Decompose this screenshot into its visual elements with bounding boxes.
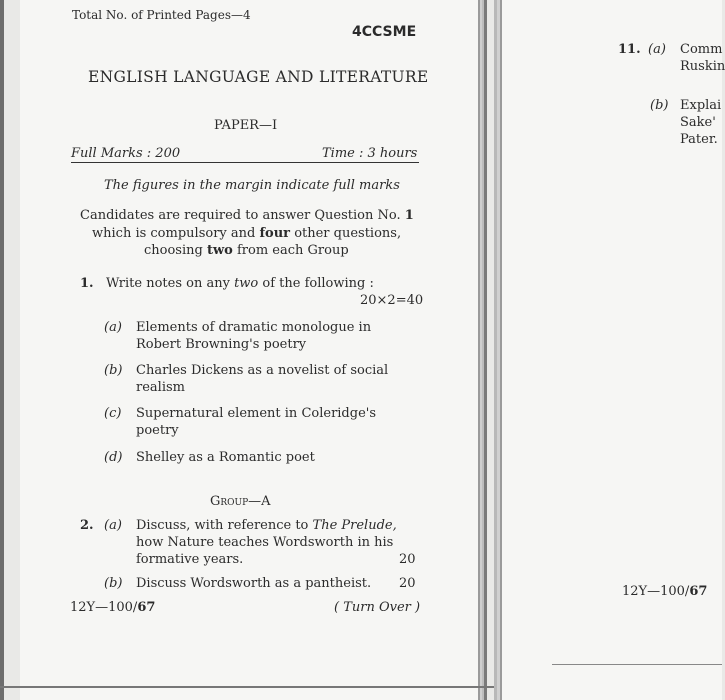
q11-b-line2: Sake' xyxy=(680,115,716,130)
question-1-number: 1. xyxy=(80,276,94,291)
q1-item-a-line2: Robert Browning's poetry xyxy=(136,337,307,352)
q2-b-text: Discuss Wordsworth as a pantheist. xyxy=(136,576,372,591)
q1-item-a-line1: Elements of dramatic monologue in xyxy=(136,320,372,335)
left-page xyxy=(20,0,480,700)
q1-item-c-line2: poetry xyxy=(136,423,179,438)
q1-item-a-label: (a) xyxy=(104,320,122,335)
header-rule xyxy=(71,162,419,163)
question-1-text: Write notes on any two of the following : xyxy=(106,276,374,291)
q1-item-d-label: (d) xyxy=(104,450,123,465)
turn-over-note: ( Turn Over ) xyxy=(334,600,421,615)
q1-item-b-line2: realism xyxy=(136,380,185,395)
margin-note: The figures in the margin indicate full marks xyxy=(104,178,400,193)
q11-a-label: (a) xyxy=(648,42,666,57)
question-2-number: 2. xyxy=(80,518,94,533)
q11-b-line3: Pater. xyxy=(680,132,718,147)
instructions-line-2: which is compulsory and four other questions, xyxy=(92,226,402,241)
instructions-line-1: Candidates are required to answer Question No. 1 xyxy=(80,208,414,223)
q1-item-b-label: (b) xyxy=(104,363,123,378)
q1-item-b-line1: Charles Dickens as a novelist of social xyxy=(136,363,389,378)
paper-code: 4CCSME xyxy=(352,24,417,40)
right-page-bottom-edge xyxy=(552,664,722,665)
question-11-number: 11. xyxy=(618,42,641,57)
q2-a-marks: 20 xyxy=(399,552,416,567)
q11-a-line1: Comm xyxy=(680,42,723,57)
q2-a-label: (a) xyxy=(104,518,122,533)
q2-a-line1: Discuss, with reference to The Prelude, xyxy=(136,518,397,533)
paper-label: PAPER—I xyxy=(214,118,278,133)
q2-b-label: (b) xyxy=(104,576,123,591)
full-marks: Full Marks : 200 xyxy=(71,146,181,161)
q11-b-line1: Explai xyxy=(680,98,722,113)
right-footer-code: 12Y—100/67 xyxy=(622,584,708,599)
q2-a-line2: how Nature teaches Wordsworth in his xyxy=(136,535,394,550)
q1-item-d-line1: Shelley as a Romantic poet xyxy=(136,450,315,465)
footer-code: 12Y—100/67 xyxy=(70,600,156,615)
q1-item-c-label: (c) xyxy=(104,406,122,421)
group-heading: Group—A xyxy=(210,494,271,509)
q1-item-c-line1: Supernatural element in Coleridge's xyxy=(136,406,377,421)
instructions-line-3: choosing two from each Group xyxy=(144,243,349,258)
q11-a-line2: Ruskin xyxy=(680,59,725,74)
printed-pages-count: Total No. of Printed Pages—4 xyxy=(72,8,251,22)
q2-b-marks: 20 xyxy=(399,576,416,591)
time-allowed: Time : 3 hours xyxy=(322,146,418,161)
subject-title: ENGLISH LANGUAGE AND LITERATURE xyxy=(88,68,429,86)
center-binding-shadow xyxy=(484,0,487,700)
left-scan-edge xyxy=(0,0,4,700)
q2-a-line3: formative years. xyxy=(136,552,244,567)
right-page xyxy=(500,0,725,700)
question-1-marks: 20×2=40 xyxy=(360,293,424,308)
q11-b-label: (b) xyxy=(650,98,669,113)
